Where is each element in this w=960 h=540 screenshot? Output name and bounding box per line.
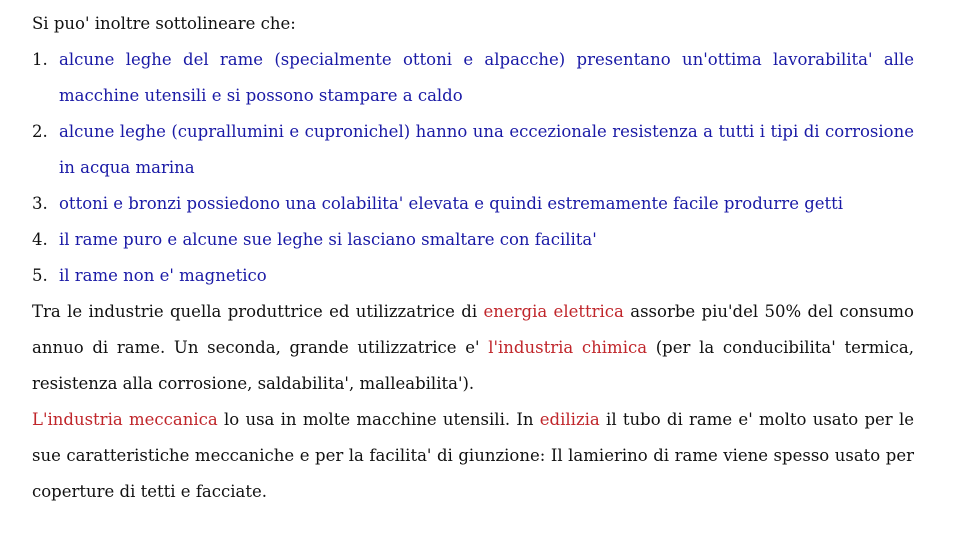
list-item-text: alcune leghe del rame (specialmente ottoni e alpacche) presentano un'ottima lavorabilita' alle macchine utensili e si possono stampare a caldo: [59, 50, 914, 105]
list-item-text: ottoni e bronzi possiedono una colabilita' elevata e quindi estremamente facile produrre getti: [59, 194, 844, 213]
list-item-text: il rame non e' magnetico: [59, 266, 267, 285]
slide-content: [32, 6, 914, 510]
industry-paragraph: [32, 294, 914, 402]
list-item-text: il rame puro e alcune sue leghe si lasciano smaltare con facilita': [59, 230, 597, 249]
list-item: [32, 222, 914, 258]
properties-list: [32, 42, 914, 294]
paragraph-text: lo usa in molte macchine utensili. In: [217, 410, 540, 429]
paragraph-text: Tra le industrie quella produttrice ed utilizzatrice di: [32, 302, 484, 321]
highlight-energia-elettrica: energia elettrica: [483, 302, 624, 321]
list-item: [32, 114, 914, 186]
list-item-number: 1.: [32, 50, 48, 69]
intro-text: Si puo' inoltre sottolineare che:: [32, 14, 296, 33]
list-item-number: 3.: [32, 194, 48, 213]
paragraph-text: assorbe piu'del 50% del consumo annuo di rame. Un seconda, grande utilizzatrice e': [32, 302, 914, 357]
list-item-number: 2.: [32, 122, 48, 141]
list-item: [32, 186, 914, 222]
list-item: [32, 258, 914, 294]
paragraph-text: (per la conducibilita' termica, resistenza alla corrosione, saldabilita', malleabilita').: [32, 338, 914, 393]
list-item-text: alcune leghe (cuprallumini e cupronichel) hanno una eccezionale resistenza a tutti i tipi di corrosione in acqua marina: [59, 122, 914, 177]
highlight-industria-meccanica: L'industria meccanica: [32, 410, 218, 429]
highlight-industria-chimica: l'industria chimica: [488, 338, 648, 357]
list-item: [32, 42, 914, 114]
list-item-number: 4.: [32, 230, 48, 249]
highlight-edilizia: edilizia: [539, 410, 600, 429]
list-item-number: 5.: [32, 266, 48, 285]
paragraph-text: il tubo di rame e' molto usato per le sue caratteristiche meccaniche e per la facilita' di giunzione: Il lamierino di rame viene spesso usato per coperture di tetti e facciate.: [32, 410, 914, 501]
mechanical-paragraph: [32, 402, 914, 510]
